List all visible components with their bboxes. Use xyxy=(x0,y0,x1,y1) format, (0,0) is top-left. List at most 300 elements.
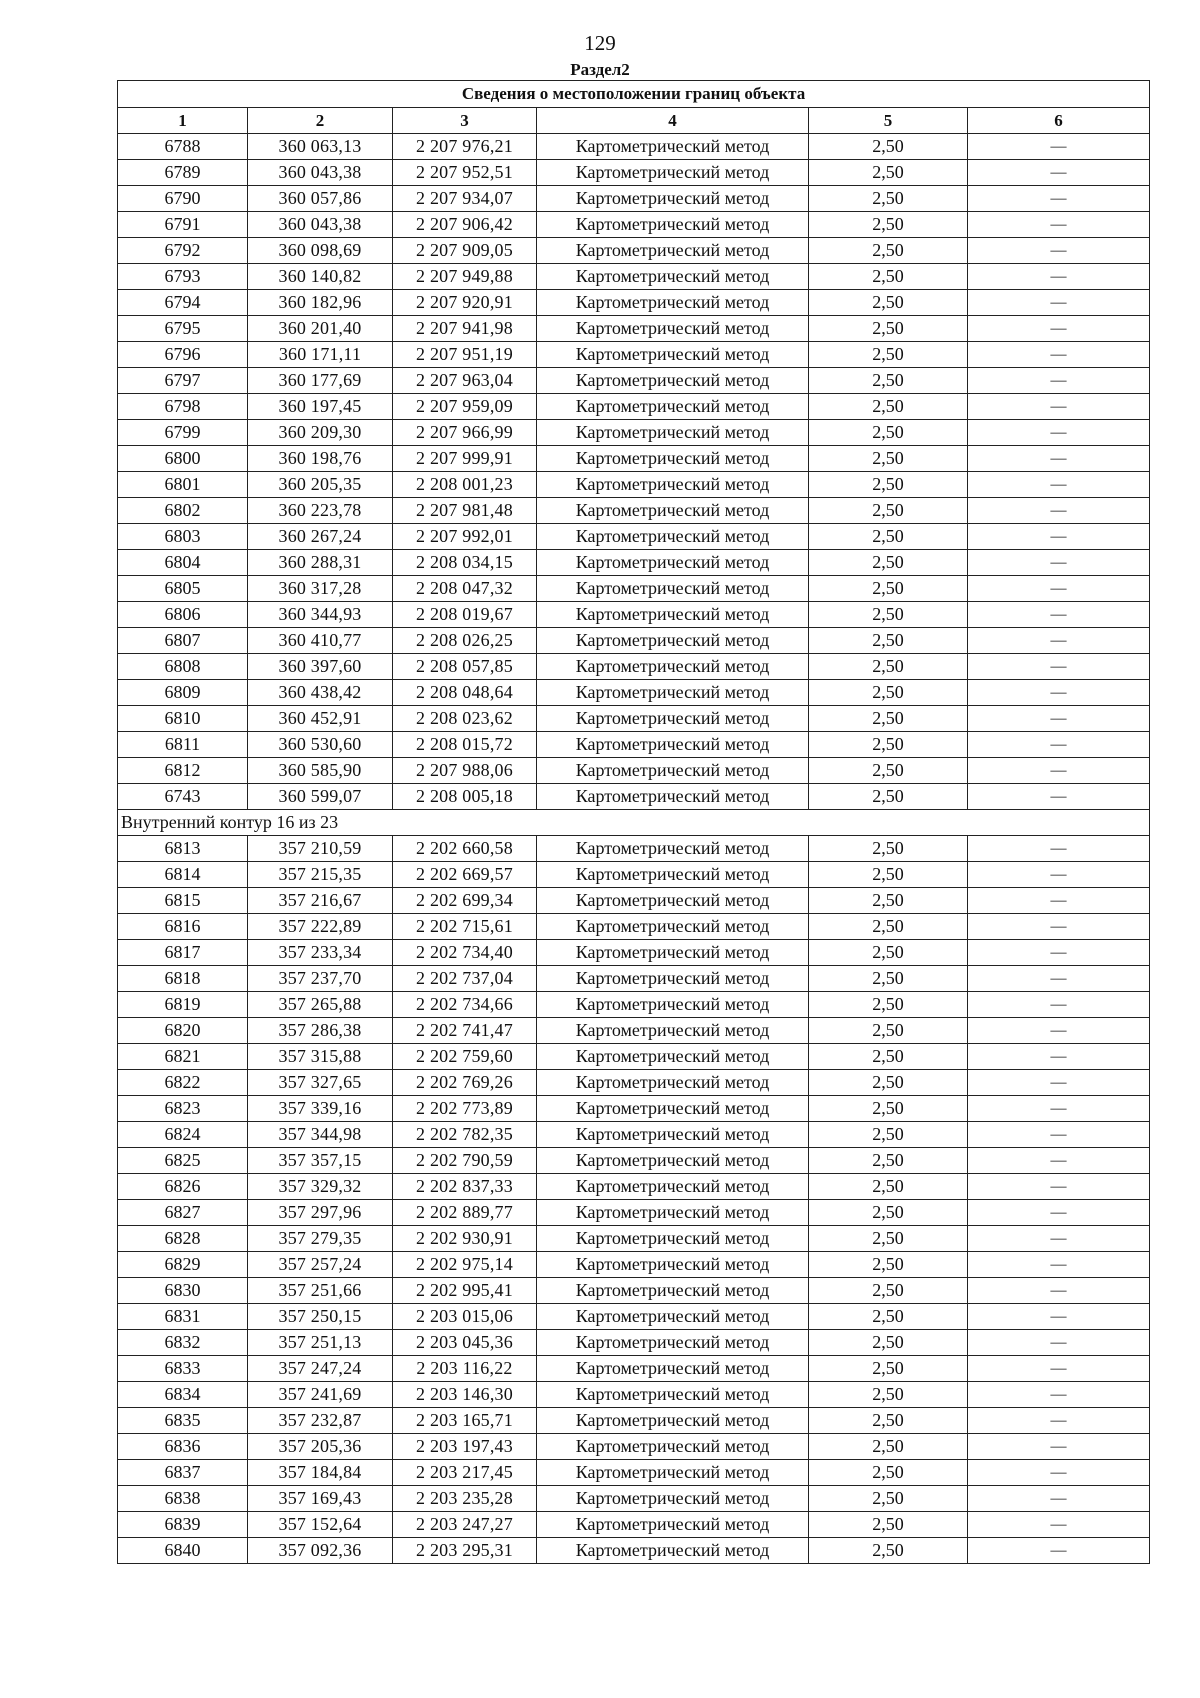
precision-cell: 2,50 xyxy=(809,550,968,576)
description-cell: — xyxy=(968,1252,1150,1278)
precision-cell: 2,50 xyxy=(809,1538,968,1564)
description-cell: — xyxy=(968,1200,1150,1226)
description-cell: — xyxy=(968,836,1150,862)
point-number-cell: 6789 xyxy=(118,160,248,186)
point-number-cell: 6837 xyxy=(118,1460,248,1486)
table-row xyxy=(118,160,1150,186)
method-cell: Картометрический метод xyxy=(537,550,809,576)
coord-y-cell: 2 202 975,14 xyxy=(393,1252,537,1278)
precision-cell: 2,50 xyxy=(809,1408,968,1434)
precision-cell: 2,50 xyxy=(809,1278,968,1304)
coord-x-cell: 357 357,15 xyxy=(248,1148,393,1174)
method-cell: Картометрический метод xyxy=(537,784,809,810)
coord-y-cell: 2 203 045,36 xyxy=(393,1330,537,1356)
table-row xyxy=(118,212,1150,238)
precision-cell: 2,50 xyxy=(809,1018,968,1044)
precision-cell: 2,50 xyxy=(809,160,968,186)
table-row xyxy=(118,1044,1150,1070)
table-row xyxy=(118,576,1150,602)
method-cell: Картометрический метод xyxy=(537,1304,809,1330)
coord-y-cell: 2 203 015,06 xyxy=(393,1304,537,1330)
table-row xyxy=(118,498,1150,524)
method-cell: Картометрический метод xyxy=(537,186,809,212)
coord-y-cell: 2 207 906,42 xyxy=(393,212,537,238)
coord-y-cell: 2 202 734,40 xyxy=(393,940,537,966)
method-cell: Картометрический метод xyxy=(537,472,809,498)
method-cell: Картометрический метод xyxy=(537,1044,809,1070)
point-number-cell: 6819 xyxy=(118,992,248,1018)
contour-label-row xyxy=(118,810,1150,836)
table-row xyxy=(118,706,1150,732)
description-cell: — xyxy=(968,238,1150,264)
point-number-cell: 6823 xyxy=(118,1096,248,1122)
method-cell: Картометрический метод xyxy=(537,498,809,524)
description-cell: — xyxy=(968,706,1150,732)
description-cell: — xyxy=(968,1044,1150,1070)
method-cell: Картометрический метод xyxy=(537,524,809,550)
method-cell: Картометрический метод xyxy=(537,1122,809,1148)
description-cell: — xyxy=(968,1538,1150,1564)
description-cell: — xyxy=(968,1096,1150,1122)
column-header: 1 xyxy=(118,108,248,134)
precision-cell: 2,50 xyxy=(809,966,968,992)
precision-cell: 2,50 xyxy=(809,602,968,628)
description-cell: — xyxy=(968,1434,1150,1460)
coord-y-cell: 2 208 048,64 xyxy=(393,680,537,706)
point-number-cell: 6820 xyxy=(118,1018,248,1044)
precision-cell: 2,50 xyxy=(809,1304,968,1330)
coord-y-cell: 2 202 782,35 xyxy=(393,1122,537,1148)
precision-cell: 2,50 xyxy=(809,1174,968,1200)
method-cell: Картометрический метод xyxy=(537,1174,809,1200)
table-body xyxy=(118,134,1150,1564)
table-row xyxy=(118,914,1150,940)
coord-y-cell: 2 207 909,05 xyxy=(393,238,537,264)
precision-cell: 2,50 xyxy=(809,212,968,238)
description-cell: — xyxy=(968,1330,1150,1356)
description-cell: — xyxy=(968,498,1150,524)
precision-cell: 2,50 xyxy=(809,524,968,550)
method-cell: Картометрический метод xyxy=(537,1512,809,1538)
point-number-cell: 6836 xyxy=(118,1434,248,1460)
precision-cell: 2,50 xyxy=(809,654,968,680)
point-number-cell: 6821 xyxy=(118,1044,248,1070)
point-number-cell: 6810 xyxy=(118,706,248,732)
point-number-cell: 6814 xyxy=(118,862,248,888)
page-number: 129 xyxy=(584,31,616,55)
point-number-cell: 6840 xyxy=(118,1538,248,1564)
table-row xyxy=(118,472,1150,498)
method-cell: Картометрический метод xyxy=(537,238,809,264)
table-row xyxy=(118,888,1150,914)
method-cell: Картометрический метод xyxy=(537,1226,809,1252)
point-number-cell: 6839 xyxy=(118,1512,248,1538)
point-number-cell: 6791 xyxy=(118,212,248,238)
point-number-cell: 6795 xyxy=(118,316,248,342)
precision-cell: 2,50 xyxy=(809,914,968,940)
description-cell: — xyxy=(968,290,1150,316)
coord-x-cell: 357 327,65 xyxy=(248,1070,393,1096)
coord-y-cell: 2 202 773,89 xyxy=(393,1096,537,1122)
coord-x-cell: 360 344,93 xyxy=(248,602,393,628)
coord-y-cell: 2 208 001,23 xyxy=(393,472,537,498)
precision-cell: 2,50 xyxy=(809,238,968,264)
method-cell: Картометрический метод xyxy=(537,1408,809,1434)
precision-cell: 2,50 xyxy=(809,1486,968,1512)
precision-cell: 2,50 xyxy=(809,1330,968,1356)
precision-cell: 2,50 xyxy=(809,316,968,342)
coord-x-cell: 360 397,60 xyxy=(248,654,393,680)
point-number-cell: 6828 xyxy=(118,1226,248,1252)
description-cell: — xyxy=(968,1278,1150,1304)
table-row xyxy=(118,264,1150,290)
table-row xyxy=(118,1148,1150,1174)
description-cell: — xyxy=(968,576,1150,602)
coord-y-cell: 2 208 005,18 xyxy=(393,784,537,810)
description-cell: — xyxy=(968,784,1150,810)
method-cell: Картометрический метод xyxy=(537,888,809,914)
table-row xyxy=(118,732,1150,758)
coord-y-cell: 2 207 976,21 xyxy=(393,134,537,160)
point-number-cell: 6788 xyxy=(118,134,248,160)
coord-y-cell: 2 207 952,51 xyxy=(393,160,537,186)
method-cell: Картометрический метод xyxy=(537,1356,809,1382)
contour-label: Внутренний контур 16 из 23 xyxy=(118,810,1150,836)
coord-y-cell: 2 202 737,04 xyxy=(393,966,537,992)
description-cell: — xyxy=(968,1148,1150,1174)
description-cell: — xyxy=(968,888,1150,914)
table-row xyxy=(118,1460,1150,1486)
coord-y-cell: 2 202 769,26 xyxy=(393,1070,537,1096)
table-row xyxy=(118,1330,1150,1356)
description-cell: — xyxy=(968,524,1150,550)
coord-x-cell: 360 438,42 xyxy=(248,680,393,706)
coord-x-cell: 357 265,88 xyxy=(248,992,393,1018)
description-cell: — xyxy=(968,602,1150,628)
table-row xyxy=(118,680,1150,706)
table-row xyxy=(118,966,1150,992)
description-cell: — xyxy=(968,420,1150,446)
point-number-cell: 6818 xyxy=(118,966,248,992)
coord-x-cell: 360 171,11 xyxy=(248,342,393,368)
coord-y-cell: 2 203 165,71 xyxy=(393,1408,537,1434)
method-cell: Картометрический метод xyxy=(537,836,809,862)
method-cell: Картометрический метод xyxy=(537,420,809,446)
coord-y-cell: 2 207 951,19 xyxy=(393,342,537,368)
coordinates-table xyxy=(117,80,1150,1564)
coord-x-cell: 360 197,45 xyxy=(248,394,393,420)
precision-cell: 2,50 xyxy=(809,628,968,654)
table-row xyxy=(118,784,1150,810)
precision-cell: 2,50 xyxy=(809,394,968,420)
coord-x-cell: 357 232,87 xyxy=(248,1408,393,1434)
coord-x-cell: 357 339,16 xyxy=(248,1096,393,1122)
description-cell: — xyxy=(968,1304,1150,1330)
description-cell: — xyxy=(968,1356,1150,1382)
coord-x-cell: 360 043,38 xyxy=(248,160,393,186)
table-row xyxy=(118,1356,1150,1382)
method-cell: Картометрический метод xyxy=(537,654,809,680)
point-number-cell: 6790 xyxy=(118,186,248,212)
precision-cell: 2,50 xyxy=(809,1200,968,1226)
point-number-cell: 6822 xyxy=(118,1070,248,1096)
table-row xyxy=(118,316,1150,342)
point-number-cell: 6829 xyxy=(118,1252,248,1278)
coord-x-cell: 360 317,28 xyxy=(248,576,393,602)
point-number-cell: 6799 xyxy=(118,420,248,446)
coord-x-cell: 360 209,30 xyxy=(248,420,393,446)
method-cell: Картометрический метод xyxy=(537,446,809,472)
coord-x-cell: 360 599,07 xyxy=(248,784,393,810)
method-cell: Картометрический метод xyxy=(537,862,809,888)
description-cell: — xyxy=(968,1174,1150,1200)
table-row xyxy=(118,602,1150,628)
table-row xyxy=(118,290,1150,316)
coord-y-cell: 2 202 734,66 xyxy=(393,992,537,1018)
coord-x-cell: 360 205,35 xyxy=(248,472,393,498)
precision-cell: 2,50 xyxy=(809,264,968,290)
point-number-cell: 6813 xyxy=(118,836,248,862)
table-row xyxy=(118,628,1150,654)
coord-x-cell: 357 237,70 xyxy=(248,966,393,992)
coord-x-cell: 357 233,34 xyxy=(248,940,393,966)
point-number-cell: 6834 xyxy=(118,1382,248,1408)
precision-cell: 2,50 xyxy=(809,290,968,316)
coord-x-cell: 360 223,78 xyxy=(248,498,393,524)
method-cell: Картометрический метод xyxy=(537,1200,809,1226)
precision-cell: 2,50 xyxy=(809,134,968,160)
method-cell: Картометрический метод xyxy=(537,1252,809,1278)
coord-x-cell: 357 222,89 xyxy=(248,914,393,940)
precision-cell: 2,50 xyxy=(809,498,968,524)
description-cell: — xyxy=(968,160,1150,186)
description-cell: — xyxy=(968,914,1150,940)
coord-x-cell: 360 098,69 xyxy=(248,238,393,264)
point-number-cell: 6816 xyxy=(118,914,248,940)
coord-x-cell: 357 329,32 xyxy=(248,1174,393,1200)
precision-cell: 2,50 xyxy=(809,1226,968,1252)
method-cell: Картометрический метод xyxy=(537,1018,809,1044)
description-cell: — xyxy=(968,186,1150,212)
coord-x-cell: 360 530,60 xyxy=(248,732,393,758)
point-number-cell: 6825 xyxy=(118,1148,248,1174)
description-cell: — xyxy=(968,732,1150,758)
point-number-cell: 6802 xyxy=(118,498,248,524)
description-cell: — xyxy=(968,992,1150,1018)
method-cell: Картометрический метод xyxy=(537,1070,809,1096)
point-number-cell: 6831 xyxy=(118,1304,248,1330)
description-cell: — xyxy=(968,134,1150,160)
coord-x-cell: 357 297,96 xyxy=(248,1200,393,1226)
point-number-cell: 6827 xyxy=(118,1200,248,1226)
precision-cell: 2,50 xyxy=(809,992,968,1018)
description-cell: — xyxy=(968,1486,1150,1512)
column-header: 2 xyxy=(248,108,393,134)
point-number-cell: 6838 xyxy=(118,1486,248,1512)
point-number-cell: 6797 xyxy=(118,368,248,394)
coord-x-cell: 357 210,59 xyxy=(248,836,393,862)
description-cell: — xyxy=(968,264,1150,290)
point-number-cell: 6811 xyxy=(118,732,248,758)
table-row xyxy=(118,1096,1150,1122)
method-cell: Картометрический метод xyxy=(537,1486,809,1512)
point-number-cell: 6796 xyxy=(118,342,248,368)
precision-cell: 2,50 xyxy=(809,446,968,472)
coord-y-cell: 2 208 015,72 xyxy=(393,732,537,758)
precision-cell: 2,50 xyxy=(809,472,968,498)
precision-cell: 2,50 xyxy=(809,758,968,784)
coord-y-cell: 2 203 146,30 xyxy=(393,1382,537,1408)
description-cell: — xyxy=(968,966,1150,992)
table-row xyxy=(118,1174,1150,1200)
description-cell: — xyxy=(968,550,1150,576)
coord-y-cell: 2 207 920,91 xyxy=(393,290,537,316)
method-cell: Картометрический метод xyxy=(537,680,809,706)
coord-y-cell: 2 203 235,28 xyxy=(393,1486,537,1512)
description-cell: — xyxy=(968,368,1150,394)
table-caption: Сведения о местоположении границ объекта xyxy=(118,81,1150,108)
coord-x-cell: 360 201,40 xyxy=(248,316,393,342)
description-cell: — xyxy=(968,862,1150,888)
coord-x-cell: 357 344,98 xyxy=(248,1122,393,1148)
method-cell: Картометрический метод xyxy=(537,628,809,654)
coord-x-cell: 357 215,35 xyxy=(248,862,393,888)
precision-cell: 2,50 xyxy=(809,1096,968,1122)
coord-y-cell: 2 202 759,60 xyxy=(393,1044,537,1070)
coord-x-cell: 357 257,24 xyxy=(248,1252,393,1278)
point-number-cell: 6807 xyxy=(118,628,248,654)
coord-x-cell: 360 452,91 xyxy=(248,706,393,732)
coord-y-cell: 2 202 660,58 xyxy=(393,836,537,862)
coord-y-cell: 2 207 949,88 xyxy=(393,264,537,290)
coord-x-cell: 357 247,24 xyxy=(248,1356,393,1382)
method-cell: Картометрический метод xyxy=(537,706,809,732)
coord-x-cell: 360 410,77 xyxy=(248,628,393,654)
precision-cell: 2,50 xyxy=(809,1252,968,1278)
coord-y-cell: 2 202 889,77 xyxy=(393,1200,537,1226)
method-cell: Картометрический метод xyxy=(537,966,809,992)
point-number-cell: 6794 xyxy=(118,290,248,316)
point-number-cell: 6792 xyxy=(118,238,248,264)
method-cell: Картометрический метод xyxy=(537,576,809,602)
table-row xyxy=(118,186,1150,212)
table-row xyxy=(118,342,1150,368)
table-row xyxy=(118,394,1150,420)
coord-y-cell: 2 202 837,33 xyxy=(393,1174,537,1200)
coord-x-cell: 357 152,64 xyxy=(248,1512,393,1538)
method-cell: Картометрический метод xyxy=(537,940,809,966)
coord-x-cell: 357 251,13 xyxy=(248,1330,393,1356)
coord-y-cell: 2 207 963,04 xyxy=(393,368,537,394)
table-row xyxy=(118,420,1150,446)
method-cell: Картометрический метод xyxy=(537,1096,809,1122)
coord-y-cell: 2 208 034,15 xyxy=(393,550,537,576)
coord-x-cell: 360 043,38 xyxy=(248,212,393,238)
table-row xyxy=(118,940,1150,966)
table-row xyxy=(118,836,1150,862)
description-cell: — xyxy=(968,758,1150,784)
precision-cell: 2,50 xyxy=(809,1382,968,1408)
method-cell: Картометрический метод xyxy=(537,316,809,342)
coord-x-cell: 357 315,88 xyxy=(248,1044,393,1070)
table-row xyxy=(118,524,1150,550)
point-number-cell: 6793 xyxy=(118,264,248,290)
table-row xyxy=(118,1408,1150,1434)
section-title: Раздел2 xyxy=(570,60,630,79)
precision-cell: 2,50 xyxy=(809,420,968,446)
method-cell: Картометрический метод xyxy=(537,914,809,940)
point-number-cell: 6832 xyxy=(118,1330,248,1356)
description-cell: — xyxy=(968,1018,1150,1044)
precision-cell: 2,50 xyxy=(809,706,968,732)
coord-y-cell: 2 208 023,62 xyxy=(393,706,537,732)
table-row xyxy=(118,1434,1150,1460)
coord-x-cell: 357 184,84 xyxy=(248,1460,393,1486)
coord-y-cell: 2 202 715,61 xyxy=(393,914,537,940)
point-number-cell: 6798 xyxy=(118,394,248,420)
precision-cell: 2,50 xyxy=(809,1512,968,1538)
precision-cell: 2,50 xyxy=(809,186,968,212)
description-cell: — xyxy=(968,212,1150,238)
precision-cell: 2,50 xyxy=(809,1434,968,1460)
point-number-cell: 6805 xyxy=(118,576,248,602)
precision-cell: 2,50 xyxy=(809,1148,968,1174)
coord-x-cell: 360 057,86 xyxy=(248,186,393,212)
description-cell: — xyxy=(968,1122,1150,1148)
point-number-cell: 6808 xyxy=(118,654,248,680)
point-number-cell: 6743 xyxy=(118,784,248,810)
precision-cell: 2,50 xyxy=(809,576,968,602)
table-row xyxy=(118,1538,1150,1564)
precision-cell: 2,50 xyxy=(809,342,968,368)
coord-y-cell: 2 208 026,25 xyxy=(393,628,537,654)
description-cell: — xyxy=(968,316,1150,342)
point-number-cell: 6804 xyxy=(118,550,248,576)
coord-y-cell: 2 202 669,57 xyxy=(393,862,537,888)
coord-x-cell: 360 198,76 xyxy=(248,446,393,472)
method-cell: Картометрический метод xyxy=(537,212,809,238)
method-cell: Картометрический метод xyxy=(537,134,809,160)
point-number-cell: 6806 xyxy=(118,602,248,628)
description-cell: — xyxy=(968,1408,1150,1434)
coord-x-cell: 360 267,24 xyxy=(248,524,393,550)
description-cell: — xyxy=(968,940,1150,966)
coord-y-cell: 2 203 295,31 xyxy=(393,1538,537,1564)
coord-x-cell: 357 251,66 xyxy=(248,1278,393,1304)
precision-cell: 2,50 xyxy=(809,940,968,966)
precision-cell: 2,50 xyxy=(809,784,968,810)
description-cell: — xyxy=(968,680,1150,706)
precision-cell: 2,50 xyxy=(809,836,968,862)
method-cell: Картометрический метод xyxy=(537,1148,809,1174)
method-cell: Картометрический метод xyxy=(537,1278,809,1304)
coord-y-cell: 2 202 930,91 xyxy=(393,1226,537,1252)
precision-cell: 2,50 xyxy=(809,680,968,706)
point-number-cell: 6826 xyxy=(118,1174,248,1200)
table-row xyxy=(118,1200,1150,1226)
column-header: 3 xyxy=(393,108,537,134)
point-number-cell: 6812 xyxy=(118,758,248,784)
coord-x-cell: 360 140,82 xyxy=(248,264,393,290)
precision-cell: 2,50 xyxy=(809,1460,968,1486)
description-cell: — xyxy=(968,1070,1150,1096)
table-row xyxy=(118,862,1150,888)
coord-y-cell: 2 207 959,09 xyxy=(393,394,537,420)
table-row xyxy=(118,446,1150,472)
coord-y-cell: 2 207 999,91 xyxy=(393,446,537,472)
coord-y-cell: 2 207 981,48 xyxy=(393,498,537,524)
description-cell: — xyxy=(968,1226,1150,1252)
